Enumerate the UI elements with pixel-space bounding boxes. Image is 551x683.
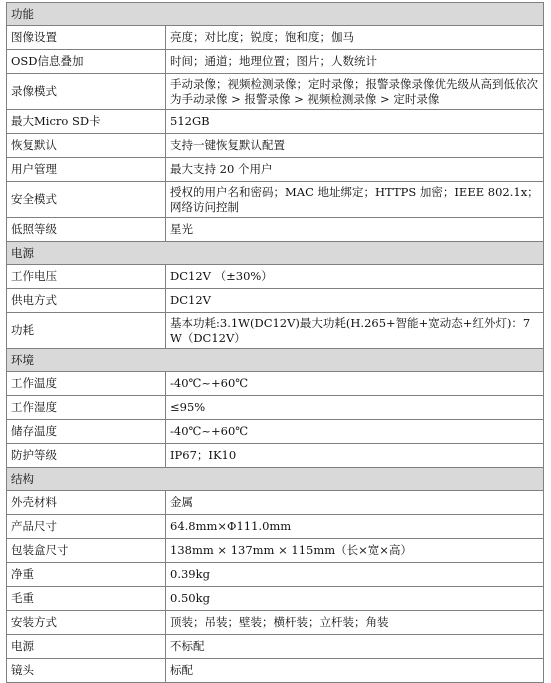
table-row — [7, 444, 544, 468]
row-label: 供电方式 — [7, 289, 166, 313]
table-row — [7, 372, 544, 396]
table-row — [7, 50, 544, 74]
row-value: 138mm × 137mm × 115mm（长×宽×高） — [166, 539, 544, 563]
table-row — [7, 515, 544, 539]
row-value: IP67；IK10 — [166, 444, 544, 468]
row-value: -40℃~+60℃ — [166, 420, 544, 444]
row-value: 金属 — [166, 491, 544, 515]
table-row — [7, 110, 544, 134]
row-value: 512GB — [166, 110, 544, 134]
row-label: OSD信息叠加 — [7, 50, 166, 74]
section-header-environment — [7, 349, 544, 372]
row-label: 镜头 — [7, 659, 166, 683]
section-title: 电源 — [7, 242, 544, 265]
table-row — [7, 587, 544, 611]
row-label: 工作湿度 — [7, 396, 166, 420]
row-label: 净重 — [7, 563, 166, 587]
table-row — [7, 313, 544, 349]
table-row — [7, 158, 544, 182]
row-label: 安全模式 — [7, 182, 166, 218]
section-title: 结构 — [7, 468, 544, 491]
row-label: 防护等级 — [7, 444, 166, 468]
row-value: DC12V （±30%） — [166, 265, 544, 289]
table-row — [7, 635, 544, 659]
table-row — [7, 396, 544, 420]
table-row — [7, 265, 544, 289]
row-label: 低照等级 — [7, 218, 166, 242]
row-value: ≤95% — [166, 396, 544, 420]
section-title: 环境 — [7, 349, 544, 372]
table-row — [7, 218, 544, 242]
table-row — [7, 659, 544, 683]
row-label: 包装盒尺寸 — [7, 539, 166, 563]
row-label: 产品尺寸 — [7, 515, 166, 539]
row-value: 时间；通道；地理位置；图片；人数统计 — [166, 50, 544, 74]
row-label: 电源 — [7, 635, 166, 659]
row-label: 录像模式 — [7, 74, 166, 110]
row-label: 恢复默认 — [7, 134, 166, 158]
section-header-function — [7, 3, 544, 26]
row-label: 工作电压 — [7, 265, 166, 289]
row-label: 最大Micro SD卡 — [7, 110, 166, 134]
row-label: 用户管理 — [7, 158, 166, 182]
row-value: 0.39kg — [166, 563, 544, 587]
row-label: 功耗 — [7, 313, 166, 349]
table-row — [7, 74, 544, 110]
row-value: 64.8mm×Φ111.0mm — [166, 515, 544, 539]
section-header-power — [7, 242, 544, 265]
row-value: 亮度；对比度；锐度；饱和度；伽马 — [166, 26, 544, 50]
row-value: 0.50kg — [166, 587, 544, 611]
table-row — [7, 539, 544, 563]
table-row — [7, 420, 544, 444]
row-value: 星光 — [166, 218, 544, 242]
row-value: 顶装；吊装；壁装；横杆装；立杆装；角装 — [166, 611, 544, 635]
row-label: 安装方式 — [7, 611, 166, 635]
section-header-structure — [7, 468, 544, 491]
spec-table — [6, 2, 544, 683]
row-value: 基本功耗:3.1W(DC12V)最大功耗(H.265+智能+宽动态+红外灯)：7W（DC12V） — [166, 313, 544, 349]
table-row — [7, 611, 544, 635]
table-row — [7, 134, 544, 158]
row-label: 储存温度 — [7, 420, 166, 444]
table-row — [7, 26, 544, 50]
row-value: 不标配 — [166, 635, 544, 659]
row-value: 标配 — [166, 659, 544, 683]
row-label: 图像设置 — [7, 26, 166, 50]
row-label: 毛重 — [7, 587, 166, 611]
row-value: 最大支持 20 个用户 — [166, 158, 544, 182]
row-value: DC12V — [166, 289, 544, 313]
row-value: 支持一键恢复默认配置 — [166, 134, 544, 158]
row-value: 授权的用户名和密码；MAC 地址绑定；HTTPS 加密；IEEE 802.1x；网络访问控制 — [166, 182, 544, 218]
section-title: 功能 — [7, 3, 544, 26]
row-value: -40℃~+60℃ — [166, 372, 544, 396]
row-value: 手动录像；视频检测录像；定时录像；报警录像录像优先级从高到低依次为手动录像 > 报警录像 > 视频检测录像 > 定时录像 — [166, 74, 544, 110]
table-row — [7, 563, 544, 587]
table-row — [7, 182, 544, 218]
table-row — [7, 289, 544, 313]
row-label: 工作温度 — [7, 372, 166, 396]
row-label: 外壳材料 — [7, 491, 166, 515]
table-row — [7, 491, 544, 515]
